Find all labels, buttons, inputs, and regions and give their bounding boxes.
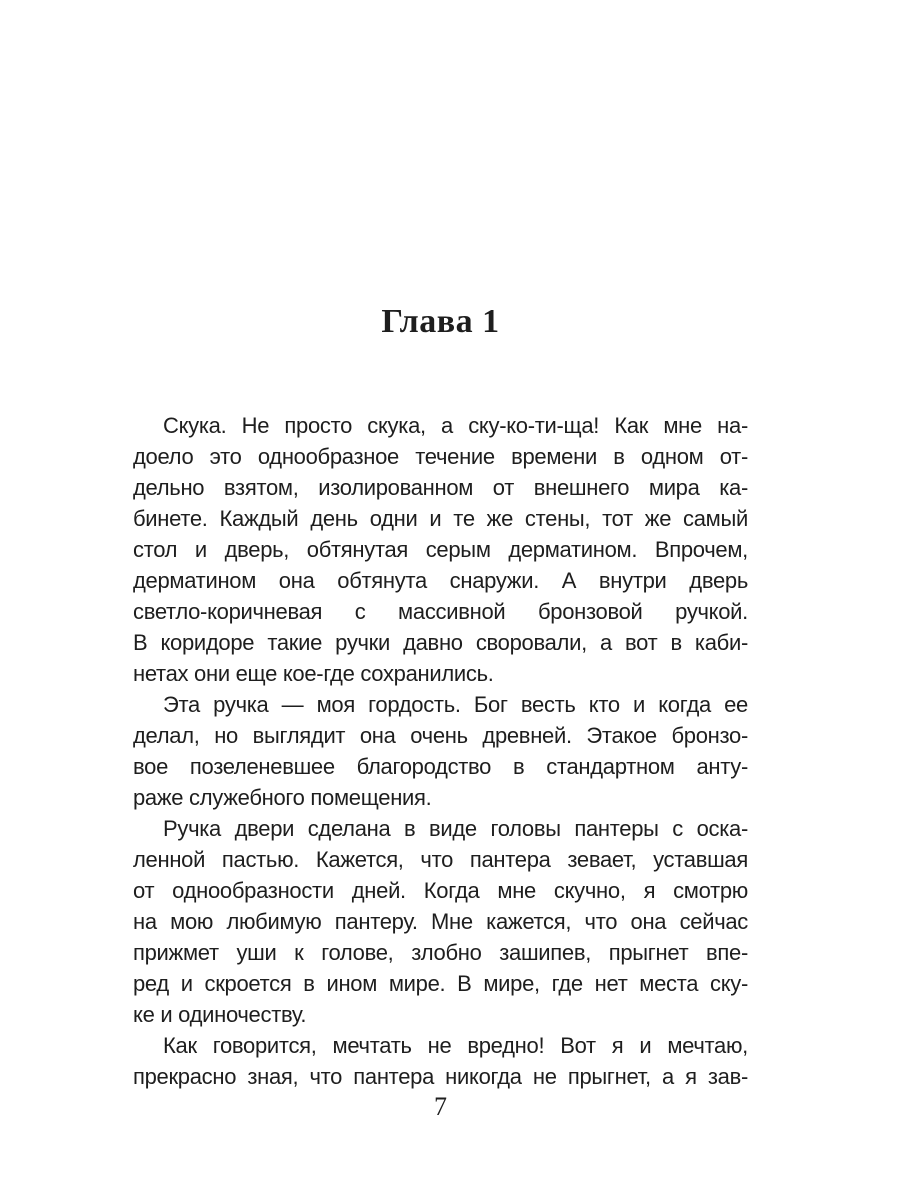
text-line: от однообразности дней. Когда мне скучно, я смотрю bbox=[133, 878, 748, 903]
text-line: доело это однообразное течение времени в одном от- bbox=[133, 444, 748, 469]
text-line: В коридоре такие ручки давно своровали, а вот в каби- bbox=[133, 630, 748, 655]
chapter-heading: Глава 1 bbox=[381, 303, 500, 340]
text-line: ленной пастью. Кажется, что пантера зевает, уставшая bbox=[133, 847, 748, 872]
text-line: на мою любимую пантеру. Мне кажется, что она сейчас bbox=[133, 909, 748, 934]
paragraph bbox=[133, 1030, 748, 1092]
text-line: светло-коричневая с массивной бронзовой ручкой. bbox=[133, 599, 748, 624]
paragraph bbox=[133, 410, 748, 689]
paragraph bbox=[133, 689, 748, 813]
text-line: Эта ручка — моя гордость. Бог весть кто и когда ее bbox=[163, 692, 748, 717]
body-text bbox=[133, 410, 748, 1092]
text-line: прижмет уши к голове, злобно зашипев, прыгнет впе- bbox=[133, 940, 748, 965]
text-line: делал, но выглядит она очень древней. Этакое бронзо- bbox=[133, 723, 748, 748]
text-line: дельно взятом, изолированном от внешнего мира ка- bbox=[133, 475, 748, 500]
text-line: вое позеленевшее благородство в стандартном анту- bbox=[133, 754, 748, 779]
text-line: нетах они еще кое-где сохранились. bbox=[133, 661, 494, 686]
text-line: Как говорится, мечтать не вредно! Вот я и мечтаю, bbox=[163, 1033, 748, 1058]
text-line: Ручка двери сделана в виде головы пантеры с оска- bbox=[163, 816, 748, 841]
text-line: стол и дверь, обтянутая серым дерматином. Впрочем, bbox=[133, 537, 748, 562]
text-line: бинете. Каждый день одни и те же стены, тот же самый bbox=[133, 506, 748, 531]
text-line: ред и скроется в ином мире. В мире, где нет места ску- bbox=[133, 971, 748, 996]
text-line: ке и одиночеству. bbox=[133, 1002, 307, 1027]
page-number: 7 bbox=[434, 1092, 447, 1121]
paragraph bbox=[133, 813, 748, 1030]
text-line: дерматином она обтянута снаружи. А внутри дверь bbox=[133, 568, 748, 593]
text-line: прекрасно зная, что пантера никогда не прыгнет, а я зав- bbox=[133, 1064, 748, 1089]
text-line: раже служебного помещения. bbox=[133, 785, 432, 810]
text-line: Скука. Не просто скука, а ску-ко-ти-ща! Как мне на- bbox=[163, 413, 748, 438]
